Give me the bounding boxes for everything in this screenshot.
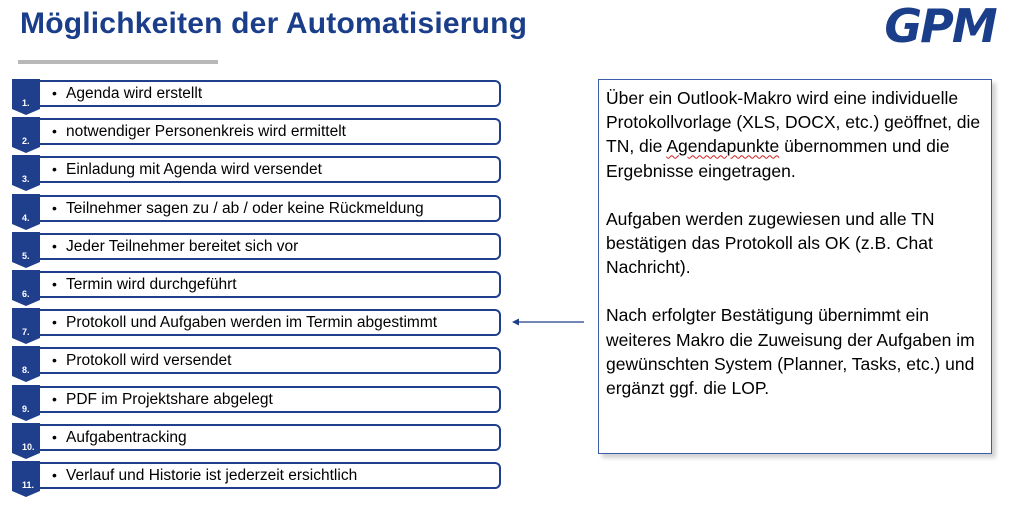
- step-label: Aufgabentracking: [66, 429, 187, 446]
- step-label: Protokoll und Aufgaben werden im Termin abgestimmt: [66, 314, 438, 331]
- step-item: [40, 386, 501, 413]
- bullet-icon: •: [52, 238, 57, 254]
- step-number: 8.: [22, 365, 30, 375]
- step-item: [40, 156, 501, 183]
- step-label: Agenda wird erstellt: [66, 85, 203, 102]
- step-label: PDF im Projektshare abgelegt: [66, 391, 273, 408]
- step-item: [40, 462, 501, 489]
- step-item: [40, 271, 501, 298]
- step-item: [40, 424, 501, 451]
- step-item: [40, 80, 501, 107]
- bullet-icon: •: [52, 314, 57, 330]
- arrow-left-icon: [510, 315, 586, 329]
- step-item: [40, 309, 501, 336]
- step-number: 3.: [22, 174, 30, 184]
- step-label: notwendiger Personenkreis wird ermittelt: [66, 123, 346, 140]
- description-paragraph-3: Nach erfolgter Bestätigung übernimmt ein weiteres Makro die Zuweisung der Aufgaben im gewünschten System (Planner, Tasks, etc.) und ergänzt ggf. die LOP.: [606, 305, 975, 399]
- step-label: Termin wird durchgeführt: [66, 276, 237, 293]
- step-label: Teilnehmer sagen zu / ab / oder keine Rückmeldung: [66, 200, 424, 217]
- bullet-icon: •: [52, 467, 57, 483]
- bullet-icon: •: [52, 85, 57, 101]
- spellcheck-word: Agendapunkte: [666, 136, 780, 157]
- step-label: Verlauf und Historie ist jederzeit ersichtlich: [66, 467, 358, 484]
- step-item: [40, 118, 501, 145]
- description-paragraph-1: Über ein Outlook-Makro wird eine individuelle Protokollvorlage (XLS, DOCX, etc.) geöffnet, die TN, die Agendapunkte übernommen und die Ergebnisse eingetragen.: [606, 88, 981, 181]
- logo-text: GPM: [884, 2, 996, 48]
- bullet-icon: •: [52, 161, 57, 177]
- step-label: Protokoll wird versendet: [66, 352, 232, 369]
- bullet-icon: •: [52, 276, 57, 292]
- step-number: 1.: [22, 98, 30, 108]
- gpm-logo: [882, 2, 998, 48]
- bullet-icon: •: [52, 200, 57, 216]
- bullet-icon: •: [52, 429, 57, 445]
- step-item: [40, 347, 501, 374]
- step-number: 5.: [22, 251, 30, 261]
- step-item: [40, 195, 501, 222]
- step-item: [40, 233, 501, 260]
- step-number: 11.: [22, 480, 35, 490]
- step-number: 7.: [22, 327, 30, 337]
- step-label: Jeder Teilnehmer bereitet sich vor: [66, 238, 299, 255]
- bullet-icon: •: [52, 391, 57, 407]
- step-number: 9.: [22, 404, 30, 414]
- step-number: 4.: [22, 213, 30, 223]
- step-number: 6.: [22, 289, 30, 299]
- step-label: Einladung mit Agenda wird versendet: [66, 161, 322, 178]
- page-title: Möglichkeiten der Automatisierung: [20, 7, 528, 40]
- bullet-icon: •: [52, 123, 57, 139]
- description-paragraph-2: Aufgaben werden zugewiesen und alle TN bestätigen das Protokoll als OK (z.B. Chat Nachricht).: [606, 208, 935, 278]
- step-number: 2.: [22, 136, 30, 146]
- automation-description-box: [598, 79, 992, 454]
- bullet-icon: •: [52, 352, 57, 368]
- step-number: 10.: [22, 442, 35, 452]
